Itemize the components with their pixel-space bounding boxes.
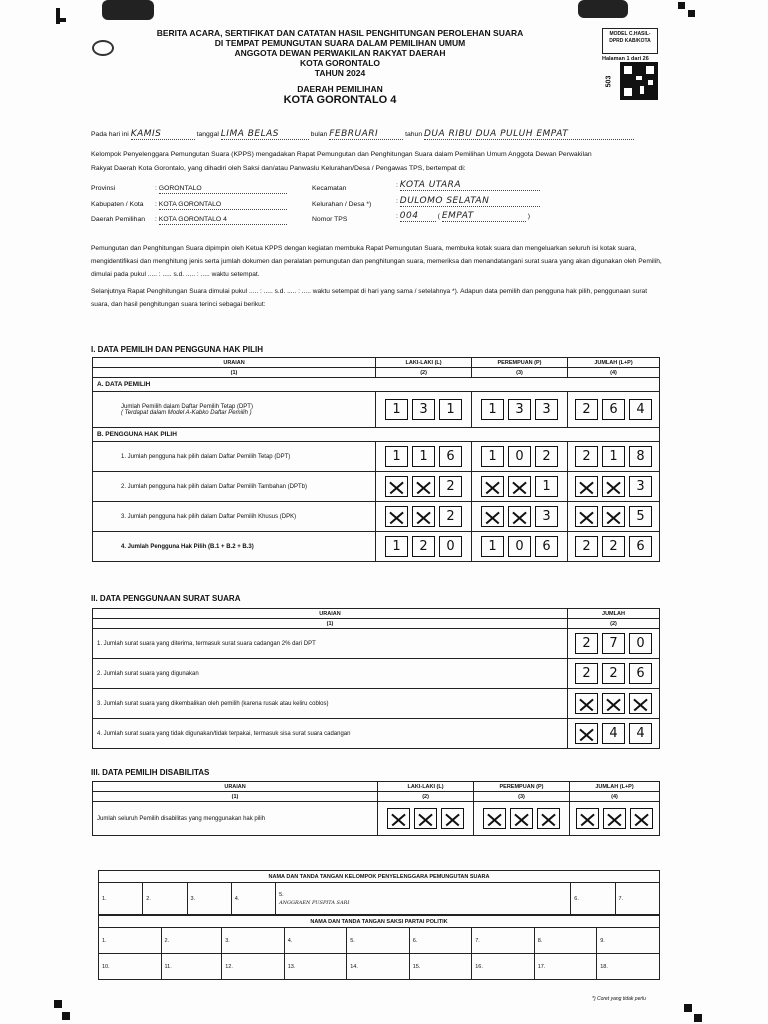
crossed-digit-box (412, 506, 435, 527)
opening-line: Pada hari ini KAMIS tanggal LIMA BELAS bulan FEBRUARI tahun DUA RIBU DUA PULUH EMPAT (91, 130, 634, 140)
kpps-signature-cell: 4. (231, 883, 275, 915)
crossed-digit-box (575, 506, 598, 527)
title-line: TAHUN 2024 (314, 68, 366, 78)
col-header: URAIAN (93, 782, 378, 792)
digit-box: 2 (535, 446, 558, 467)
saksi-signature-cell: 4. (284, 928, 347, 954)
saksi-signature-cell: 8. (534, 928, 597, 954)
digit-box: 2 (602, 663, 625, 684)
digit-box: 1 (412, 446, 435, 467)
row-label: Jumlah seluruh Pemilih disabilitas yang menggunakan hak pilih (93, 802, 378, 836)
saksi-signature-cell: 9. (597, 928, 660, 954)
binding-clip (578, 0, 628, 18)
section-2-table: URAIAN JUMLAH (1) (2) 1. Jumlah surat suara yang diterima, termasuk surat suara cadangan 2% dari DPT 2 7 0 2. Jumlah surat suara yang digunakan 2 2 6 3. Jumlah surat suara yang dikembalikan oleh pemilih (karena rusak atau keliru coblos) 4. Jumlah surat suara yang tidak digunakan/tidak terpakai, termasuk sisa surat suara cadangan 4 4 (92, 608, 660, 749)
opening-text: Rakyat Daerah Kota Gorontalo, yang dihadiri oleh Saksi dan/atau Panwaslu Kelurahan/Desa / Pengawas TPS, bertempat di: (91, 165, 466, 172)
saksi-signature-cell: 18. (597, 954, 660, 980)
digit-box: 1 (385, 536, 408, 557)
digit-box: 0 (508, 446, 531, 467)
digit-box: 2 (602, 536, 625, 557)
provinsi-label: Provinsi (91, 185, 116, 192)
row-label: 4. Jumlah Pengguna Hak Pilih (B.1 + B.2 + B.3) (93, 532, 376, 562)
digit-boxes (572, 536, 655, 557)
kpps-signature-cell: 1. (99, 883, 143, 915)
footnote: *) Coret yang tidak perlu (592, 996, 646, 1002)
row-label: 1. Jumlah surat suara yang diterima, termasuk surat suara cadangan 2% dari DPT (93, 629, 568, 659)
subsection-title: B. PENGGUNA HAK PILIH (93, 428, 660, 442)
digit-box: 1 (481, 399, 504, 420)
kecamatan-value: KOTA UTARA (400, 181, 540, 191)
opening-text: Kelompok Penyelenggara Pemungutan Suara (KPPS) mengadakan Rapat Pemungutan dan Penghitungan Suara dalam Pemilihan Umum Anggota Dewan Perwakilan (91, 151, 592, 158)
crossed-digit-box (508, 476, 531, 497)
kelurahan-value: DULOMO SELATAN (400, 197, 540, 207)
digit-boxes (476, 536, 563, 557)
digit-box: 1 (385, 446, 408, 467)
section-1-table: URAIAN LAKI-LAKI (L) PEREMPUAN (P) JUMLAH (L+P) (1) (2) (3) (4) A. DATA PEMILIH Jumlah Pemilih dalam Daftar Pemilih Tetap (DPT) ( Terdapat dalam Model A-Kabko Daftar Pemilih ) 1 3 1 1 3 3 2 6 4 B. PENGGUNA HAK PILIH 1. Jumlah pengguna hak pilih dalam Daftar Pemilih Tetap (DPT) 1 1 6 1 0 2 2 1 8 2. Jumlah pengguna hak pilih dalam Daftar Pemilih Tambahan (DPTb) 2 1 3 3. Jumlah pengguna hak pilih dalam Daftar Pemilih Khusus (DPK) 2 3 5 4. Jumlah Pengguna Hak Pilih (B.1 + B.2 + B.3) 1 2 0 1 0 6 2 2 6 (92, 357, 660, 562)
tps-extra: EMPAT (442, 212, 526, 222)
saksi-signature-cell: 14. (347, 954, 410, 980)
saksi-signature-cell: 16. (472, 954, 535, 980)
saksi-signature-cell: 15. (409, 954, 472, 980)
qr-code-icon (620, 62, 658, 100)
digit-boxes (380, 399, 467, 420)
digit-box: 2 (575, 399, 598, 420)
corner-mark (684, 1004, 692, 1012)
crossed-digit-box (508, 506, 531, 527)
digit-box: 2 (439, 506, 462, 527)
saksi-signature-cell: 5. (347, 928, 410, 954)
saksi-signature-cell: 3. (222, 928, 285, 954)
digit-box: 1 (481, 536, 504, 557)
row-label: 1. Jumlah pengguna hak pilih dalam Daftar Pemilih Tetap (DPT) (93, 442, 376, 472)
daerah-label: DAERAH PEMILIHAN (297, 84, 383, 94)
section-2-title: II. DATA PENGGUNAAN SURAT SUARA (91, 594, 241, 603)
digit-box: 2 (412, 536, 435, 557)
saksi-signature-cell: 2. (161, 928, 222, 954)
digit-boxes (572, 693, 655, 714)
crossed-digit-box (602, 476, 625, 497)
digit-boxes (478, 808, 565, 829)
row-label: 2. Jumlah surat suara yang digunakan (93, 659, 568, 689)
col-header: LAKI-LAKI (L) (376, 358, 472, 368)
tahun-value: DUA RIBU DUA PULUH EMPAT (424, 129, 569, 139)
document-header (80, 28, 600, 107)
saksi-signature-cell: 17. (534, 954, 597, 980)
dapil-label: Daerah Pemilihan (91, 216, 146, 223)
kpps-signature-cell: 7. (615, 883, 659, 915)
digit-box: 8 (629, 446, 652, 467)
crossed-digit-box (575, 723, 598, 744)
corner-mark (694, 1014, 702, 1022)
kecamatan-label: Kecamatan (312, 185, 347, 192)
form-code: 503 (605, 75, 613, 88)
digit-boxes (572, 399, 655, 420)
digit-boxes (572, 723, 655, 744)
digit-box: 2 (575, 536, 598, 557)
col-header: PEREMPUAN (P) (472, 358, 568, 368)
kpps-signature-table (98, 870, 660, 915)
col-header: JUMLAH (L+P) (568, 358, 660, 368)
saksi-signature-cell: 10. (99, 954, 162, 980)
digit-box: 0 (508, 536, 531, 557)
corner-mark (688, 10, 695, 17)
row-label: 2. Jumlah pengguna hak pilih dalam Daftar Pemilih Tambahan (DPTb) (93, 472, 376, 502)
crossed-digit-box (441, 808, 464, 829)
kelurahan-label: Kelurahan / Desa *) (312, 201, 372, 208)
col-header: URAIAN (93, 609, 568, 619)
kpps-signature-title: NAMA DAN TANDA TANGAN KELOMPOK PENYELENGGARA PEMUNGUTAN SUARA (99, 871, 660, 883)
digit-box: 4 (629, 723, 652, 744)
kpps-signature-cell: 5. ANGGRAEN PUSPITA SARI (276, 883, 571, 915)
digit-box: 3 (629, 476, 652, 497)
saksi-signature-table (98, 915, 660, 980)
row-label: 4. Jumlah surat suara yang tidak digunakan/tidak terpakai, termasuk sisa surat suara cadangan (93, 719, 568, 749)
digit-box: 4 (602, 723, 625, 744)
digit-box: 1 (481, 446, 504, 467)
crossed-digit-box (412, 476, 435, 497)
digit-box: 1 (602, 446, 625, 467)
crossed-digit-box (602, 506, 625, 527)
digit-boxes (380, 536, 467, 557)
crossed-digit-box (510, 808, 533, 829)
corner-mark (678, 2, 685, 9)
crossed-digit-box (603, 808, 626, 829)
digit-boxes (382, 808, 469, 829)
crossed-digit-box (602, 693, 625, 714)
crossed-digit-box (385, 476, 408, 497)
saksi-signature-cell: 1. (99, 928, 162, 954)
corner-mark (54, 1000, 62, 1008)
dapil-value: KOTA GORONTALO 4 (159, 215, 287, 225)
digit-box: 1 (535, 476, 558, 497)
digit-box: 3 (535, 399, 558, 420)
crossed-digit-box (385, 506, 408, 527)
col-header: JUMLAH (L+P) (569, 782, 659, 792)
crossed-digit-box (630, 808, 653, 829)
crossed-digit-box (387, 808, 410, 829)
signature-section (98, 870, 660, 980)
digit-box: 2 (575, 446, 598, 467)
kpps-signature-cell: 2. (143, 883, 187, 915)
digit-boxes (476, 446, 563, 467)
digit-box: 6 (629, 536, 652, 557)
digit-box: 1 (385, 399, 408, 420)
section-1-title: I. DATA PEMILIH DAN PENGGUNA HAK PILIH (91, 345, 263, 354)
crossed-digit-box (481, 476, 504, 497)
digit-boxes (476, 476, 563, 497)
digit-box: 0 (439, 536, 462, 557)
crossed-digit-box (481, 506, 504, 527)
binding-clip (102, 0, 154, 20)
tps-value: 004 (400, 212, 436, 222)
saksi-signature-cell: 6. (409, 928, 472, 954)
digit-box: 2 (575, 663, 598, 684)
row-label: 3. Jumlah surat suara yang dikembalikan oleh pemilih (karena rusak atau keliru coblos) (93, 689, 568, 719)
digit-boxes (380, 446, 467, 467)
col-header: JUMLAH (568, 609, 660, 619)
digit-boxes (476, 399, 563, 420)
corner-mark (60, 18, 66, 22)
digit-boxes (476, 506, 563, 527)
section-3-table: URAIAN LAKI-LAKI (L) PEREMPUAN (P) JUMLAH (L+P) (1) (2) (3) (4) Jumlah seluruh Pemilih disabilitas yang menggunakan hak pilih (92, 781, 660, 836)
digit-boxes (572, 633, 655, 654)
title-line: BERITA ACARA, SERTIFIKAT DAN CATATAN HASIL PENGHITUNGAN PEROLEHAN SUARA (156, 28, 524, 38)
procedure-paragraph: Selanjutnya Rapat Penghitungan Suara dimulai pukul ..... : ..... s.d. ..... : ..... waktu setempat di hari yang sama / setelahnya *). Adapun data pemilih dan pengguna hak pilih, penggunaan surat suara, dan hasil penghitungan suara terinci sebagai berikut: (91, 288, 648, 308)
digit-box: 5 (629, 506, 652, 527)
saksi-signature-cell: 11. (161, 954, 222, 980)
col-header: LAKI-LAKI (L) (378, 782, 474, 792)
section-3-title: III. DATA PEMILIH DISABILITAS (91, 768, 210, 777)
row-label: Jumlah Pemilih dalam Daftar Pemilih Tetap (DPT) ( Terdapat dalam Model A-Kabko Daftar Pemilih ) (93, 392, 376, 428)
digit-boxes (380, 476, 467, 497)
digit-box: 2 (575, 633, 598, 654)
digit-box: 7 (602, 633, 625, 654)
page-counter: Halaman 1 dari 26 (602, 56, 649, 62)
model-badge: MODEL C.HASIL-DPRD KAB/KOTA (602, 28, 658, 54)
document-page: BERITA ACARA, SERTIFIKAT DAN CATATAN HASIL PENGHITUNGAN PEROLEHAN SUARA DI TEMPAT PEMUNGUTAN SUARA DALAM PEMILIHAN UMUM ANGGOTA DEWAN PERWAKILAN RAKYAT DAERAH KOTA GORONTALO TAHUN 2024 DAERAH PEMILIHAN KOTA GORONTALO 4 MODEL C.HASIL-DPRD KAB/KOTA Halaman 1 dari 26 503 Pada hari ini KAMIS tanggal LIMA BELAS bulan FEBRUARI tahun DUA RIBU DUA PULUH EMPAT Kelompok Penyelenggara Pemungutan Suara (KPPS) mengadakan Rapat Pemungutan dan Penghitungan Suara dalam Pemilihan Umum Anggota Dewan Perwakilan Rakyat Daerah Kota Gorontalo, yang dihadiri oleh Saksi dan/atau Panwaslu Kelurahan/Desa / Pengawas TPS, bertempat di: Provinsi : GORONTALO Kabupaten / Kota : KOTA GORONTALO Daerah Pemilihan : KOTA GORONTALO 4 Kecamatan : KOTA UTARA Kelurahan / Desa *) : DULOMO SELATAN Nomor TPS : 004 ( EMPAT ) Pemungutan dan Penghitungan Suara dipimpin oleh Ketua KPPS dengan kegiatan membuka Rapat Pemungutan Suara, membuka kotak suara dan mengeluarkan seluruh isi kotak suara, mengidentifikasi dan menghitung jenis serta jumlah dokumen dan peralatan pemungutan dan penghitungan suara, memeriksa dan menandatangani surat suara yang akan digunakan oleh Pemilih, dimulai pada pukul ..... : ..... s.d. ..... : ..... waktu setempat. Selanjutnya Rapat Penghitungan Suara dimulai pukul ..... : ..... s.d. ..... : ..... waktu setempat di hari yang sama / setelahnya *). Adapun data pemilih dan pengguna hak pilih, penggunaan surat suara, dan hasil penghitungan suara terinci sebagai berikut: I. DATA PEMILIH DAN PENGGUNA HAK PILIH URAIAN LAKI-LAKI (L) PEREMPUAN (P) JUMLAH (L+P) (1) (2) (3) (4) A. DATA PEMILIH Jumlah Pemilih dalam Daftar Pemilih Tetap (DPT) ( Terdapat dalam Model A-Kabko Daftar Pemilih ) 1 3 1 1 3 3 2 6 4 B. PENGGUNA HAK PILIH 1. Jumlah pengguna hak pilih dalam Daftar Pemilih Tetap (DPT) 1 1 6 1 0 2 2 1 8 2. Jumlah pengguna hak pilih dalam Daftar Pemilih Tambahan (DPTb) 2 1 3 3. Jumlah pengguna hak pilih dalam Daftar Pemilih Khusus (DPK) 2 3 5 4. Jumlah Pengguna Hak Pilih (B.1 + B.2 + B.3) 1 2 0 1 0 6 2 2 6 II. DATA PENGGUNAAN SURAT SUARA URAIAN JUMLAH (1) (2) 1. Jumlah surat suara yang diterima, termasuk surat suara cadangan 2% dari DPT 2 7 0 2. Jumlah surat suara yang digunakan 2 2 6 3. Jumlah surat suara yang dikembalikan oleh pemilih (karena rusak atau keliru coblos) 4. Jumlah surat suara yang tidak digunakan/tidak terpakai, termasuk sisa surat suara cadangan 4 4 III. DATA PEMILIH DISABILITAS URAIAN LAKI-LAKI (L) PEREMPUAN (P) JUMLAH (L+P) (1) (2) (3) (4) Jumlah seluruh Pemilih disabilitas yang menggunakan hak pilih NAMA DAN TANDA TANGAN KELOMPOK PENYELENGGARA PEMUNGUTAN SUARA 1. 2. 3. 4. 5. ANGGRAEN PUSPITA SARI 6. 7. NAMA DAN TANDA TANGAN SAKSI PARTAI POLITIK 1. 2. 3. 4. 5. 6. 7. 8. 9. 10. 11. 12. 13. 14. 15. 16. 17. 18. *) Coret yang tidak perlu (0, 0, 768, 1024)
digit-boxes (572, 506, 655, 527)
digit-box: 3 (535, 506, 558, 527)
col-header: URAIAN (93, 358, 376, 368)
digit-box: 6 (629, 663, 652, 684)
saksi-signature-cell: 7. (472, 928, 535, 954)
kpps-signature-cell: 3. (187, 883, 231, 915)
title-line: ANGGOTA DEWAN PERWAKILAN RAKYAT DAERAH (234, 48, 446, 58)
crossed-digit-box (575, 476, 598, 497)
digit-box: 6 (439, 446, 462, 467)
saksi-signature-cell: 12. (222, 954, 285, 980)
bulan-value: FEBRUARI (329, 129, 379, 139)
digit-boxes (574, 808, 655, 829)
row-label: 3. Jumlah pengguna hak pilih dalam Daftar Pemilih Khusus (DPK) (93, 502, 376, 532)
crossed-digit-box (629, 693, 652, 714)
title-line: KOTA GORONTALO (299, 58, 381, 68)
digit-box: 1 (439, 399, 462, 420)
digit-box: 3 (412, 399, 435, 420)
kpps-signature-cell: 6. (571, 883, 615, 915)
provinsi-value: GORONTALO (159, 184, 287, 194)
digit-boxes (380, 506, 467, 527)
tps-label: Nomor TPS (312, 216, 348, 223)
saksi-signature-title: NAMA DAN TANDA TANGAN SAKSI PARTAI POLITIK (99, 916, 660, 928)
digit-box: 4 (629, 399, 652, 420)
col-header: PEREMPUAN (P) (474, 782, 570, 792)
digit-box: 2 (439, 476, 462, 497)
crossed-digit-box (537, 808, 560, 829)
digit-box: 3 (508, 399, 531, 420)
hari-value: KAMIS (130, 129, 162, 139)
subsection-title: A. DATA PEMILIH (93, 378, 660, 392)
digit-box: 6 (602, 399, 625, 420)
corner-mark (62, 1012, 70, 1020)
crossed-digit-box (483, 808, 506, 829)
digit-boxes (572, 476, 655, 497)
crossed-digit-box (575, 693, 598, 714)
kabupaten-label: Kabupaten / Kota (91, 201, 144, 208)
tanggal-value: LIMA BELAS (220, 129, 279, 139)
title-line: DI TEMPAT PEMUNGUTAN SUARA DALAM PEMILIHAN UMUM (214, 38, 466, 48)
kabupaten-value: KOTA GORONTALO (159, 200, 287, 210)
handwritten-signature: ANGGRAEN PUSPITA SARI (279, 899, 350, 906)
digit-boxes (572, 446, 655, 467)
crossed-digit-box (576, 808, 599, 829)
daerah-value: KOTA GORONTALO 4 (283, 94, 397, 106)
crossed-digit-box (414, 808, 437, 829)
saksi-signature-cell: 13. (284, 954, 347, 980)
digit-box: 0 (629, 633, 652, 654)
digit-boxes (572, 663, 655, 684)
digit-box: 6 (535, 536, 558, 557)
procedure-paragraph: Pemungutan dan Penghitungan Suara dipimpin oleh Ketua KPPS dengan kegiatan membuka Rapat Pemungutan Suara, membuka kotak suara dan mengeluarkan seluruh isi kotak suara, mengidentifikasi dan menghitung jenis serta jumlah dokumen dan peralatan pemungutan dan penghitungan suara, memeriksa dan menandatangani surat suara yang akan digunakan oleh Pemilih, dimulai pada pukul ..... : ..... s.d. ..... : ..... waktu setempat. (91, 245, 662, 278)
